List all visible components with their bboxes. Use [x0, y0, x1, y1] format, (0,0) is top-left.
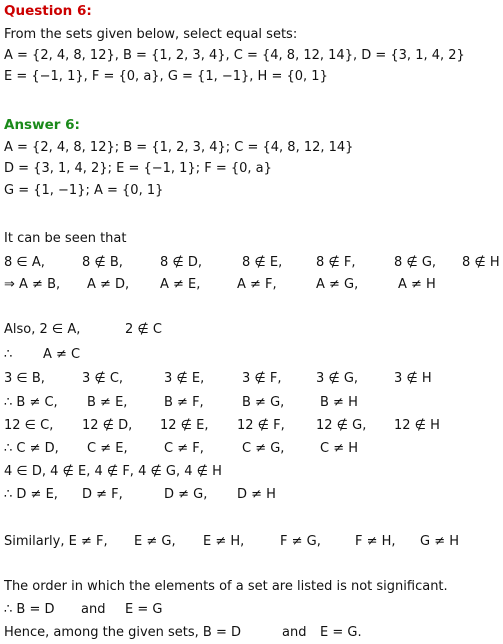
relation: D ≠ H: [237, 487, 276, 502]
therefore-symbol: ∴: [4, 347, 13, 362]
relation: 12 ∉ E,: [160, 418, 209, 433]
relation: 3 ∉ E,: [164, 371, 205, 386]
relation: 8 ∉ H: [462, 255, 500, 270]
relation: 8 ∉ E,: [242, 255, 283, 270]
relation: A ≠ E,: [160, 277, 201, 292]
relation: 2 ∉ C: [125, 322, 162, 337]
relation: F ≠ H,: [355, 534, 396, 549]
conclusion-text: Hence, among the given sets, B = D: [4, 625, 242, 640]
relation: 8 ∉ D,: [160, 255, 203, 270]
relation: E = G.: [320, 625, 362, 640]
relation: 12 ∈ C,: [4, 418, 54, 433]
relation: C ≠ E,: [87, 441, 128, 456]
relation: F ≠ G,: [280, 534, 321, 549]
question-text: From the sets given below, select equal sets:: [4, 27, 298, 42]
relation: D ≠ F,: [82, 487, 123, 502]
relation: 12 ∉ F,: [237, 418, 285, 433]
membership-row-4: 4 ∈ D, 4 ∉ E, 4 ∉ F, 4 ∉ G, 4 ∉ H: [4, 464, 222, 479]
seen-intro: It can be seen that: [4, 231, 127, 246]
relation: 3 ∉ G,: [316, 371, 359, 386]
relation: 12 ∉ H: [394, 418, 440, 433]
relation: 3 ∉ F,: [242, 371, 282, 386]
relation: Also, 2 ∈ A,: [4, 322, 81, 337]
question-sets-line-2: E = {−1, 1}, F = {0, a}, G = {1, −1}, H = {0, 1}: [4, 69, 328, 84]
relation: D ≠ G,: [164, 487, 208, 502]
relation: C ≠ H: [320, 441, 359, 456]
relation: 12 ∉ D,: [82, 418, 133, 433]
relation: E ≠ H,: [203, 534, 245, 549]
relation: E ≠ G,: [134, 534, 176, 549]
question-sets-line-1: A = {2, 4, 8, 12}, B = {1, 2, 3, 4}, C = {4, 8, 12, 14}, D = {3, 1, 4, 2}: [4, 48, 465, 63]
relation: C ≠ G,: [242, 441, 285, 456]
relation: Similarly, E ≠ F,: [4, 534, 108, 549]
relation: G ≠ H: [420, 534, 460, 549]
connector: and: [81, 602, 106, 617]
question-title: Question 6:: [4, 3, 92, 19]
relation: C ≠ F,: [164, 441, 204, 456]
relation: B ≠ G,: [242, 395, 285, 410]
relation: E = G: [125, 602, 163, 617]
relation: ⇒ A ≠ B,: [4, 277, 61, 292]
relation: A ≠ D,: [87, 277, 130, 292]
relation: A ≠ C: [43, 347, 81, 362]
relation: A ≠ F,: [237, 277, 277, 292]
answer-title: Answer 6:: [4, 117, 80, 133]
relation: B ≠ H: [320, 395, 358, 410]
relation: 8 ∈ A,: [4, 255, 45, 270]
relation: ∴ B = D: [4, 602, 55, 617]
relation: A ≠ G,: [316, 277, 359, 292]
relation: ∴ C ≠ D,: [4, 441, 59, 456]
relation: 8 ∉ F,: [316, 255, 356, 270]
relation: 3 ∉ C,: [82, 371, 124, 386]
relation: 12 ∉ G,: [316, 418, 367, 433]
answer-sets-line-2: D = {3, 1, 4, 2}; E = {−1, 1}; F = {0, a}: [4, 161, 272, 176]
relation: ∴ B ≠ C,: [4, 395, 58, 410]
relation: B ≠ F,: [164, 395, 204, 410]
relation: ∴ D ≠ E,: [4, 487, 58, 502]
relation: 3 ∈ B,: [4, 371, 45, 386]
relation: 8 ∉ B,: [82, 255, 123, 270]
relation: B ≠ E,: [87, 395, 128, 410]
answer-sets-line-3: G = {1, −1}; A = {0, 1}: [4, 183, 164, 198]
relation: A ≠ H: [398, 277, 436, 292]
relation: 3 ∉ H: [394, 371, 432, 386]
answer-sets-line-1: A = {2, 4, 8, 12}; B = {1, 2, 3, 4}; C = {4, 8, 12, 14}: [4, 140, 354, 155]
relation: 8 ∉ G,: [394, 255, 437, 270]
order-note: The order in which the elements of a set are listed is not significant.: [4, 579, 448, 594]
connector: and: [282, 625, 307, 640]
